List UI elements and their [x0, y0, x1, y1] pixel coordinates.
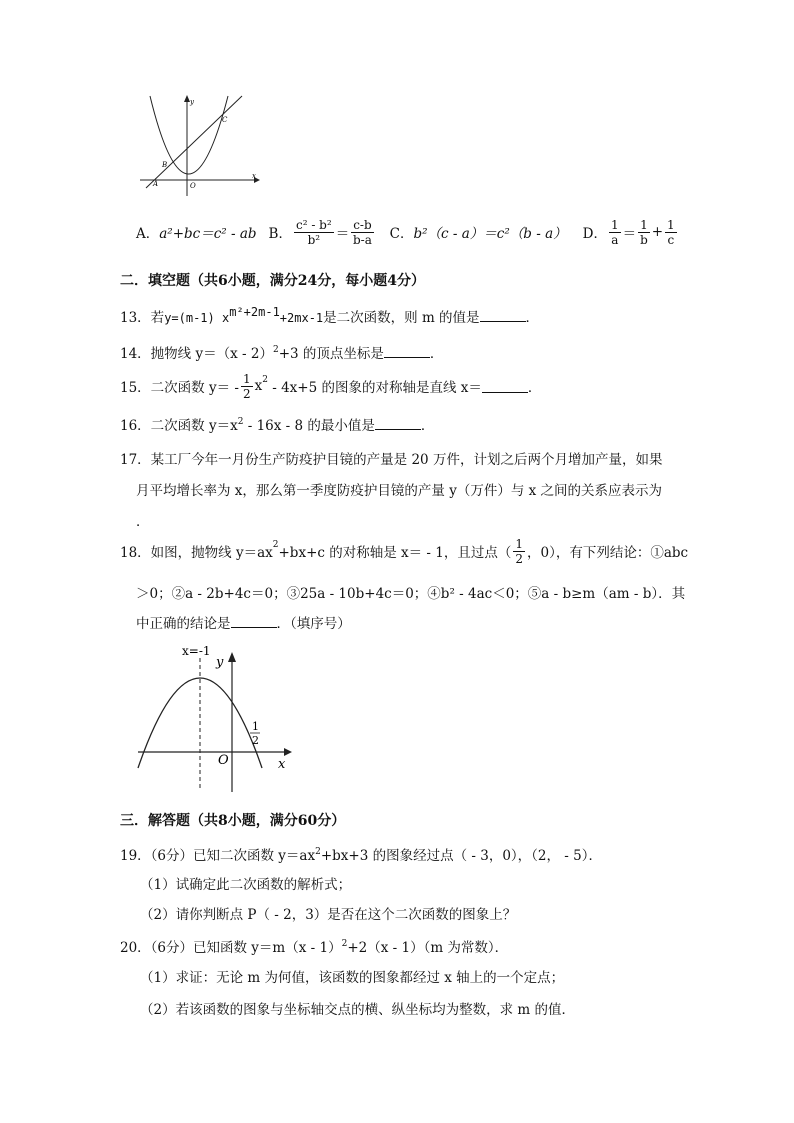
q15-blank — [482, 380, 528, 393]
option-c-text: b²（c - a）＝c²（b - a） — [413, 226, 567, 242]
fig1-point-b: B — [162, 161, 168, 169]
option-a-text: a²+bc＝c² - ab — [159, 226, 257, 242]
option-a-label: A． — [136, 226, 160, 242]
option-d-frac2: $\frac{1}{b}$ — [640, 217, 648, 247]
q13-blank — [480, 309, 526, 322]
q16-blank — [375, 417, 421, 430]
option-b-eq: ＝ — [335, 226, 350, 242]
q13-end: ． — [525, 310, 540, 326]
q15-post: - 4x+5 的图象的对称轴是直线 x＝ — [267, 380, 482, 396]
fig1-origin-label: O — [190, 182, 196, 190]
q14-post: +3 的顶点坐标是 — [278, 346, 384, 362]
option-d-frac1: $\frac{1}{a}$ — [610, 217, 619, 247]
fig2-half-num: 1 — [252, 720, 259, 733]
question-20-part2: （2）若该函数的图象与坐标轴交点的横、纵坐标均为整数，求 m 的值． — [140, 1002, 575, 1018]
q14-blank — [384, 345, 430, 358]
q19-exp: 2 — [315, 847, 321, 857]
question-17-line3: ． — [136, 514, 150, 530]
option-b-frac2: $\frac{c-b}{b-a}$ — [352, 217, 372, 247]
q19-post: +bx+3 的图象经过点（ - 3，0），（2， - 5）． — [320, 848, 602, 864]
q18-mid: +bx+c 的对称轴是 x＝ - 1，且过点（ — [278, 545, 512, 561]
question-18-line1 — [120, 534, 688, 568]
q18-blank — [231, 615, 277, 628]
option-d-plus: + — [651, 224, 664, 240]
q13-expr2: +2mx-1 — [279, 311, 324, 325]
q20-post: +2（x - 1）（m 为常数）． — [347, 940, 509, 956]
question-19-part1: （1）试确定此二次函数的解析式； — [140, 877, 352, 893]
q16-exp: 2 — [237, 417, 244, 427]
q13-expr: y=(m-1) x — [164, 311, 230, 325]
q15-end: ． — [527, 380, 542, 396]
q15-exp: 2 — [262, 375, 268, 385]
fig2-half-den: 2 — [252, 734, 259, 747]
q20-exp: 2 — [341, 939, 348, 949]
q18-exp: 2 — [272, 540, 279, 550]
fig1-point-a: A — [153, 180, 159, 188]
q18-pre: 18．如图，抛物线 y＝ax — [120, 545, 273, 561]
question-16 — [120, 414, 434, 434]
q13-post: 是二次函数，则 m 的值是 — [323, 310, 480, 326]
q14-pre: 14．抛物线 y＝（x - 2） — [120, 346, 273, 362]
option-c-label: C． — [389, 226, 414, 242]
fig1-x-label: x — [252, 172, 256, 180]
question-17-line2: 月平均增长率为 x，那么第一季度防疫护目镜的产量 y（万件）与 x 之间的关系应表示为 — [136, 483, 663, 499]
q14-end: ． — [429, 346, 444, 362]
fig2-x-label: x — [278, 757, 286, 772]
question-19 — [120, 844, 602, 864]
q14-exp: 2 — [272, 345, 279, 355]
q20-pre: 20．（6分）已知函数 y＝m（x - 1） — [120, 940, 342, 956]
q15-pre: 15．二次函数 y＝ - — [120, 380, 239, 396]
q19-pre: 19．（6分）已知二次函数 y＝ax — [120, 848, 316, 864]
fig1-y-label: y — [190, 98, 194, 106]
question-17-line1: 17．某工厂今年一月份生产防疫护目镜的产量是 20 万件，计划之后两个月增加产量，如果 — [120, 452, 663, 468]
q18-line3b: ．（填序号） — [276, 616, 351, 632]
q12-options — [136, 212, 679, 252]
q16-end: ． — [420, 418, 435, 434]
q18-line3a: 中正确的结论是 — [136, 616, 231, 632]
q15-x: x — [254, 378, 263, 394]
question-18-line3 — [136, 612, 351, 632]
option-d-eq: ＝ — [622, 226, 637, 242]
q15-frac: $\frac{1}{2}$ — [242, 371, 251, 401]
fig2-axis-label: x=-1 — [182, 644, 211, 658]
option-d-label: D． — [582, 226, 607, 242]
question-14 — [120, 342, 443, 362]
figure-parabola-down — [130, 640, 300, 800]
q13-exp: m²+2m-1 — [229, 305, 280, 319]
question-20 — [120, 936, 508, 956]
option-b-label: B． — [268, 226, 292, 242]
q16-pre: 16．二次函数 y＝x — [120, 418, 238, 434]
question-20-part1: （1）求证：无论 m 为何值，该函数的图象都经过 x 轴上的一个定点； — [140, 970, 565, 986]
question-13 — [120, 306, 539, 326]
question-19-part2: （2）请你判断点 P（ - 2，3）是否在这个二次函数的图象上？ — [140, 907, 517, 923]
section3-heading: 三．解答题（共8小题，满分60分） — [120, 813, 346, 829]
option-d-frac3: $\frac{1}{c}$ — [667, 217, 675, 247]
question-18-line2: ＞0；②a - 2b+4c＝0；③25a - 10b+4c＝0；④b² - 4ac＜0；⑤a - b≥m（am - b）．其 — [136, 586, 686, 602]
option-b-frac1: $\frac{\text{c² - b²}}{\text{b²}}$ — [295, 217, 332, 247]
q16-post: - 16x - 8 的最小值是 — [243, 418, 375, 434]
fig2-origin-label: O — [218, 753, 229, 768]
q18-frac: $\frac{1}{2}$ — [515, 536, 524, 566]
figure-parabola-line — [136, 92, 266, 200]
q13-pre: 13．若 — [120, 310, 165, 326]
section2-heading: 二．填空题（共6小题，满分24分，每小题4分） — [120, 273, 425, 289]
question-15 — [120, 370, 541, 402]
fig1-point-c: C — [222, 116, 228, 124]
q18-post: ，0），有下列结论：①abc — [527, 545, 689, 561]
fig2-y-label: y — [216, 655, 224, 670]
